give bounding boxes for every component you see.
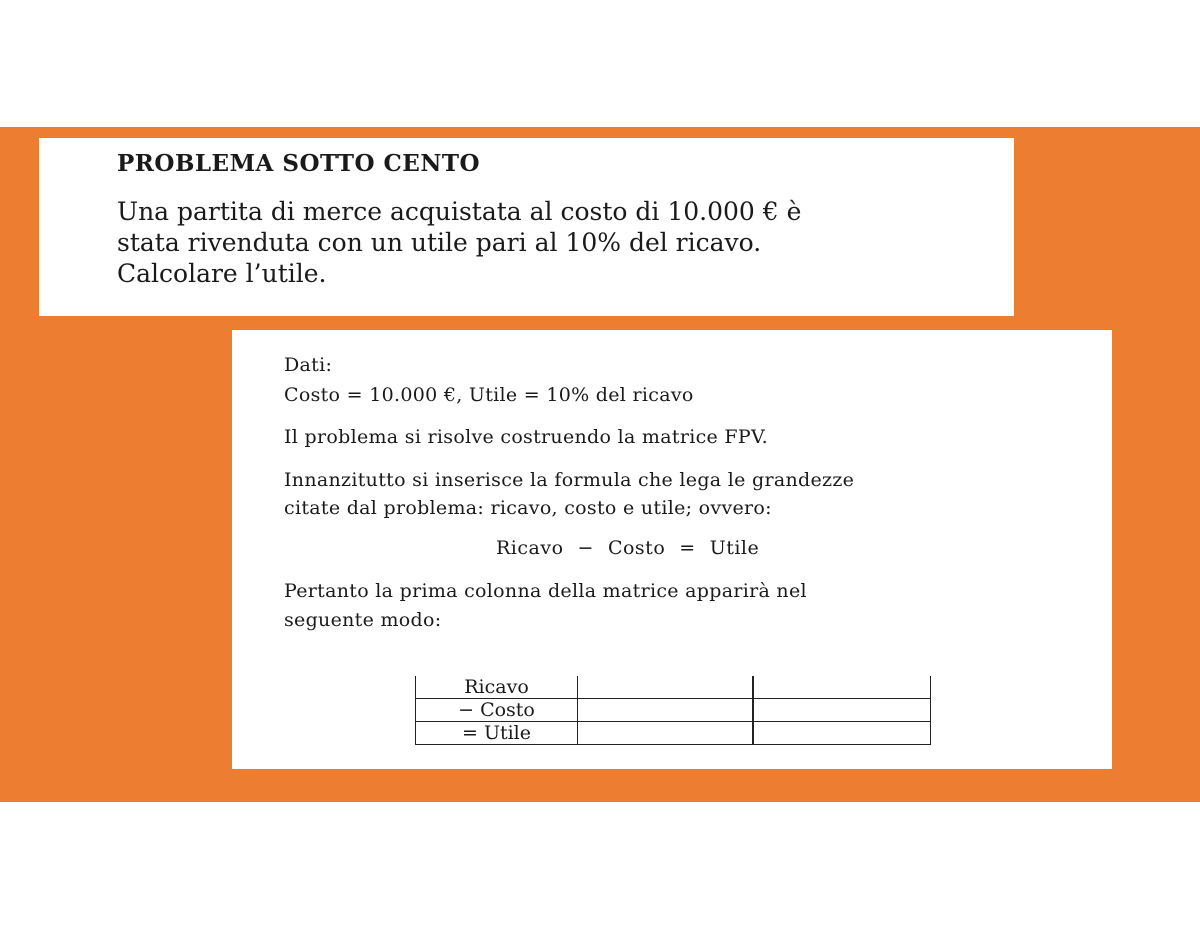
dati-values: Costo = 10.000 €, Utile = 10% del ricavo [284, 384, 694, 406]
matrix-cell [753, 699, 931, 722]
formula-equals: = [679, 537, 696, 559]
problem-title: PROBLEMA SOTTO CENTO [117, 150, 481, 177]
formula-term-costo: Costo [607, 537, 666, 559]
matrix-row-label: − Costo [416, 699, 578, 722]
problem-card [39, 138, 1014, 316]
intro-line: Innanzitutto si inserisce la formula che lega le grandezze [284, 469, 855, 491]
problem-line: Una partita di merce acquistata al costo di 10.000 € è [117, 197, 802, 226]
after-line: Pertanto la prima colonna della matrice apparirà nel [284, 580, 807, 602]
matrix-row-label: = Utile [416, 722, 578, 745]
formula-term-ricavo: Ricavo [496, 537, 564, 559]
matrix-row [416, 699, 931, 722]
formula-minus: − [577, 537, 594, 559]
matrix-row-label: Ricavo [416, 676, 578, 699]
matrix-cell [753, 722, 931, 745]
matrix-cell [578, 699, 754, 722]
solution-card [232, 330, 1112, 769]
dati-label: Dati: [284, 354, 333, 376]
matrix-row [416, 722, 931, 745]
matrix-row [416, 676, 931, 699]
fpv-matrix [415, 676, 931, 745]
problem-text [117, 196, 997, 289]
matrix-cell [578, 676, 754, 699]
formula [496, 537, 759, 559]
problem-line: Calcolare l’utile. [117, 259, 327, 288]
after-line: seguente modo: [284, 609, 442, 631]
intro-line: citate dal problema: ricavo, costo e utile; ovvero: [284, 497, 772, 519]
method-text: Il problema si risolve costruendo la matrice FPV. [284, 426, 769, 448]
matrix-cell [753, 676, 931, 699]
formula-term-utile: Utile [709, 537, 760, 559]
matrix-cell [578, 722, 754, 745]
problem-line: stata rivenduta con un utile pari al 10% del ricavo. [117, 228, 762, 257]
